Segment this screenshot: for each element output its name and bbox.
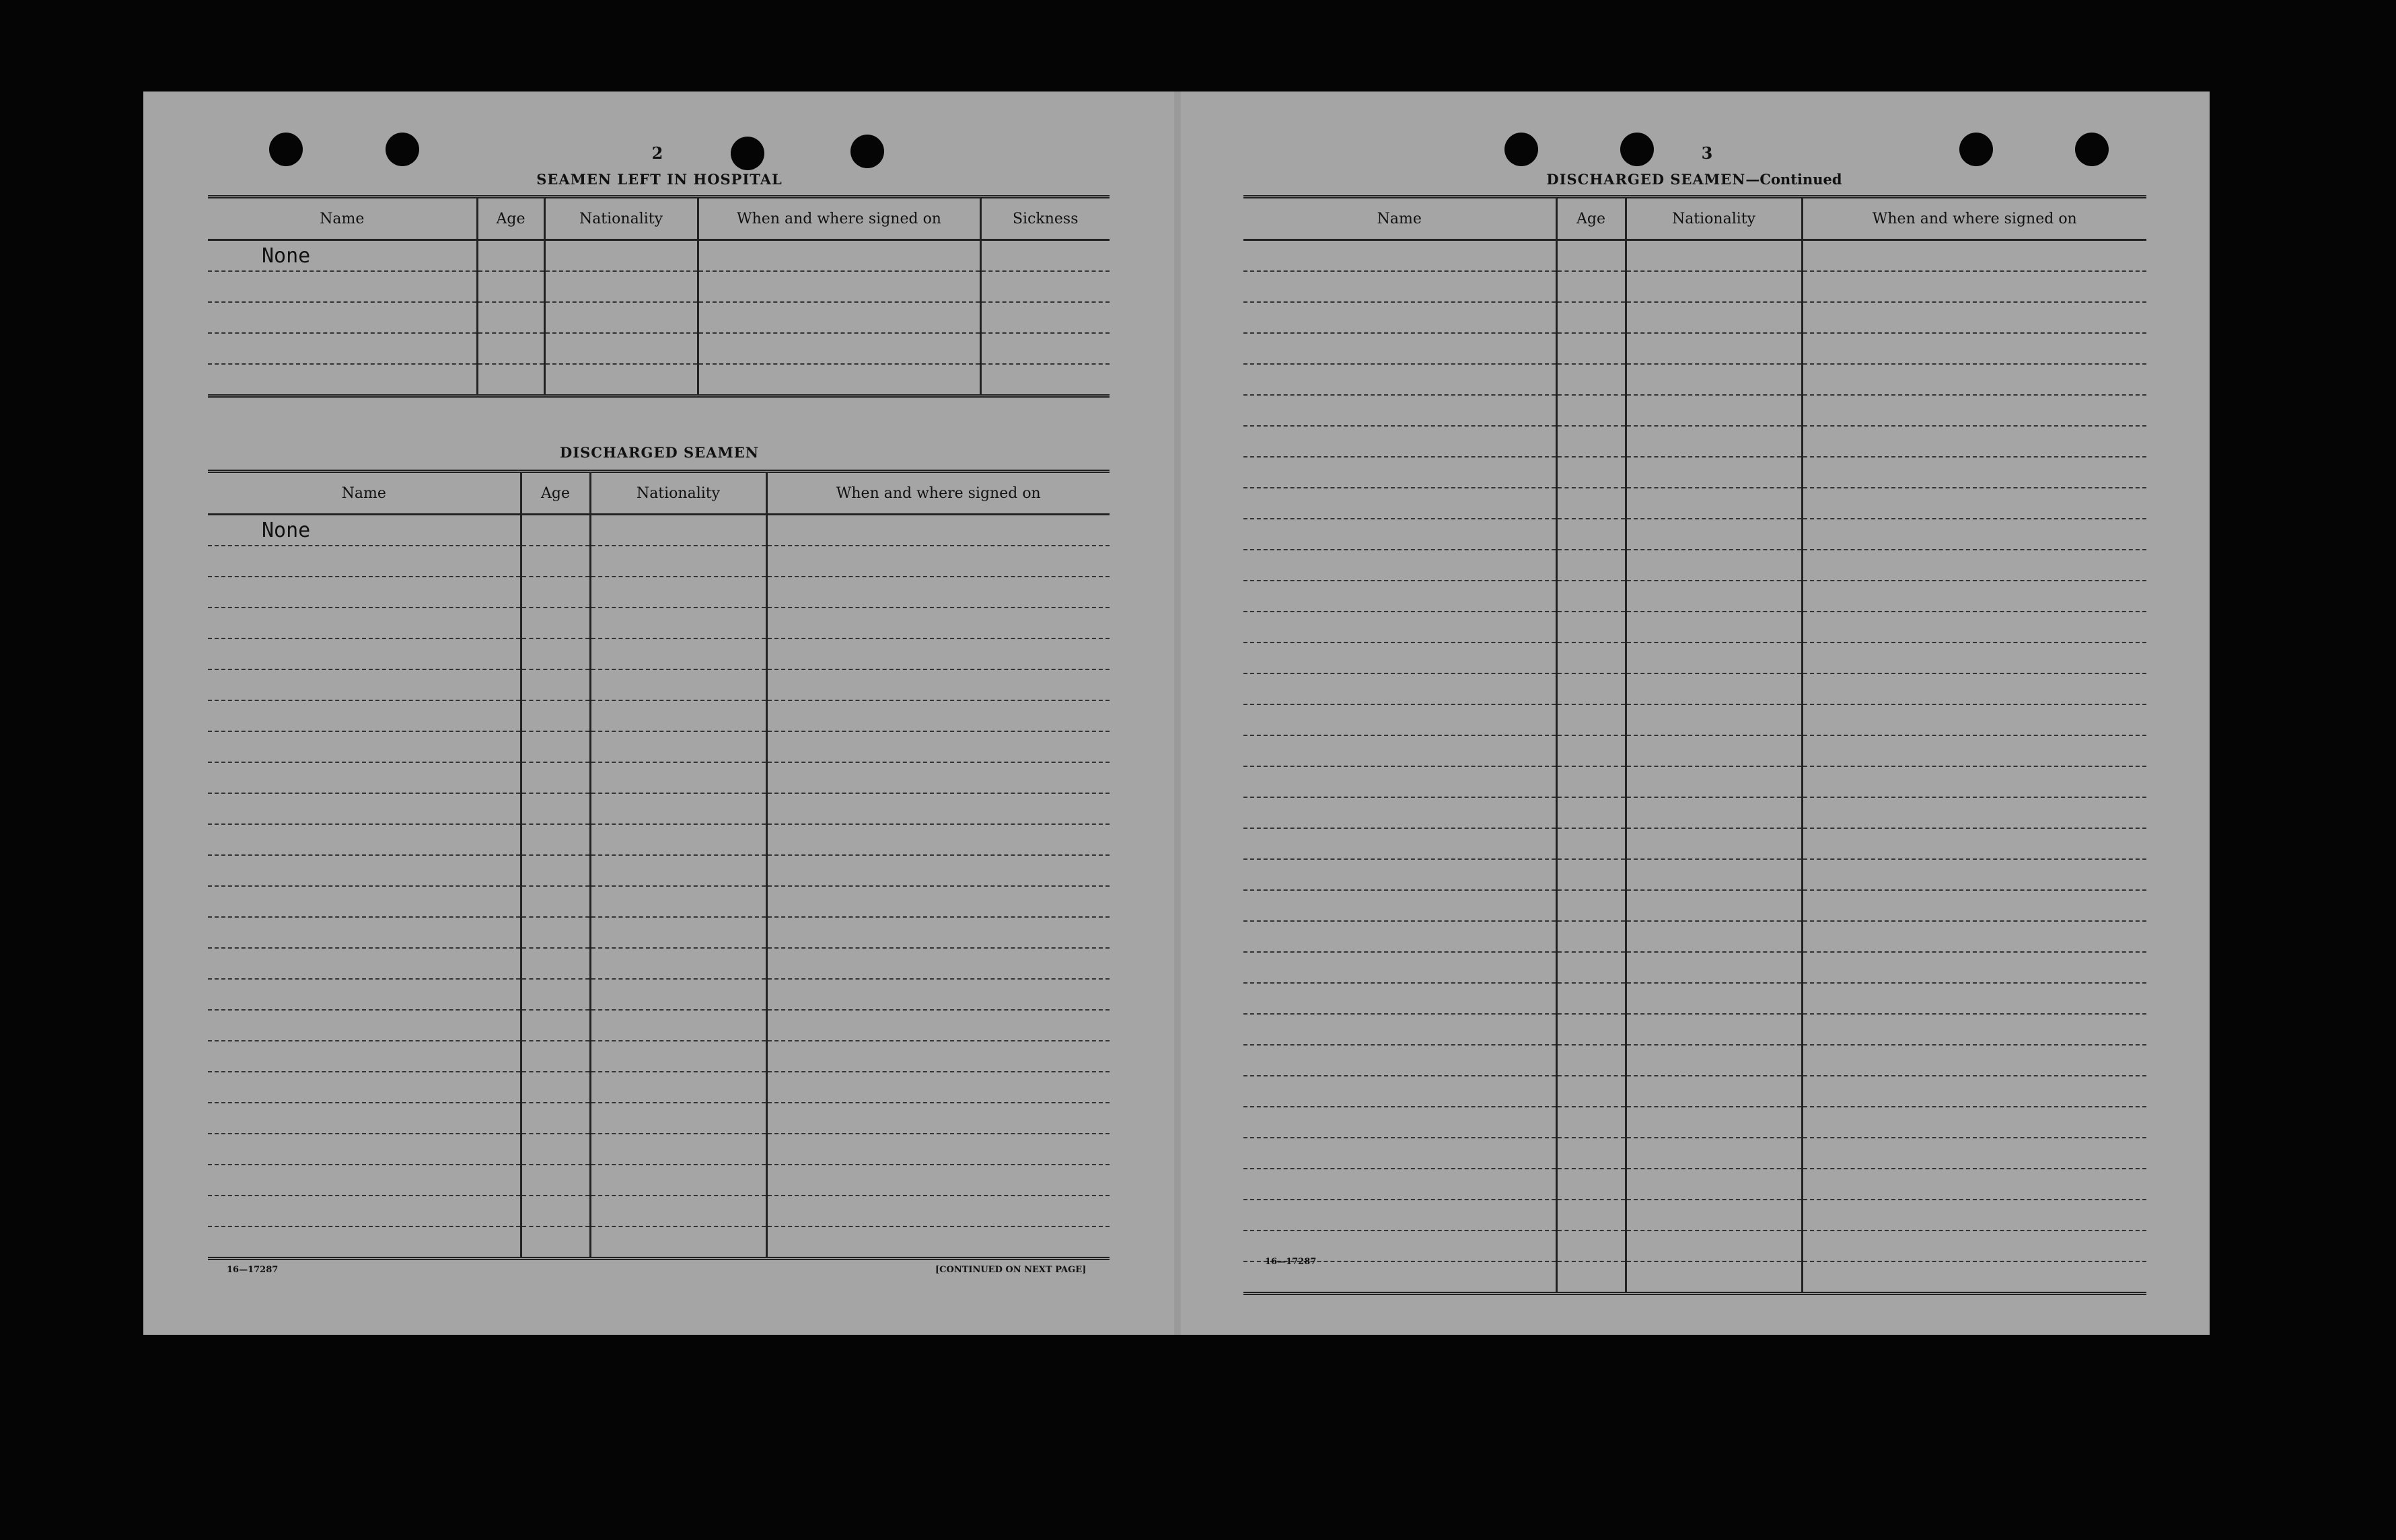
table-row [1243,302,2146,333]
table-row [208,948,1110,979]
table-row [1243,240,2146,272]
punch-hole [269,133,303,166]
table-row [1243,1014,2146,1045]
table-row [208,608,1110,638]
table-row [208,669,1110,700]
table-row [1243,735,2146,766]
table-row [1243,550,2146,581]
table-row [1243,921,2146,952]
table-row [1243,395,2146,426]
table-row [208,824,1110,855]
discharged-table-left [208,470,1110,1260]
table-row [208,271,1110,302]
table-row [1243,457,2146,488]
punch-hole [2075,133,2109,166]
punch-hole [1620,133,1654,166]
table-row [208,333,1110,364]
table-row [208,979,1110,1010]
table-row [1243,952,2146,983]
column-header-age: Age [521,472,590,515]
table-row [208,240,1110,272]
form-number-left: 16—17287 [227,1265,279,1275]
table-row [1243,1076,2146,1107]
form-number-right: 16—17287 [1265,1257,1317,1267]
table-row [208,855,1110,886]
table-row [208,1196,1110,1226]
table-row [1243,581,2146,612]
table-row [1243,333,2146,364]
column-header-nationality: Nationality [1626,197,1802,240]
title-main: DISCHARGED SEAMEN [1546,171,1746,188]
table-row [208,577,1110,608]
table-row [1243,426,2146,457]
table-row [1243,1200,2146,1231]
table-row [1243,612,2146,643]
table-row [1243,1261,2146,1294]
table-row [1243,890,2146,921]
table-row [1243,1231,2146,1261]
table-row [1243,271,2146,302]
column-header-age: Age [1556,197,1626,240]
column-header-name: Name [1243,197,1556,240]
hospital-section-title: SEAMEN LEFT IN HOSPITAL [536,171,783,188]
table-row [1243,704,2146,735]
table-row [208,515,1110,546]
column-header-nationality: Nationality [590,472,766,515]
column-header-age: Age [477,197,544,240]
column-header-signed-on: When and where signed on [1802,197,2146,240]
discharged-table-right [1243,195,2146,1295]
table-row [1243,1045,2146,1076]
name-cell: None [208,515,521,546]
table-row [1243,673,2146,704]
table-row [208,546,1110,577]
column-header-signed-on: When and where signed on [766,472,1110,515]
table-row [1243,1169,2146,1200]
title-suffix: —Continued [1745,171,1842,188]
punch-hole [386,133,419,166]
column-header-signed-on: When and where signed on [698,197,980,240]
table-row [1243,983,2146,1014]
table-row [208,1072,1110,1103]
page-number-right: 3 [1701,143,1713,163]
continued-note: [CONTINUED ON NEXT PAGE] [935,1265,1087,1275]
column-header-name: Name [208,197,477,240]
page-fold [1174,91,1181,1335]
column-header-name: Name [208,472,521,515]
table-row [1243,364,2146,395]
table-row [208,364,1110,396]
table-row [1243,1138,2146,1169]
page-number-left: 2 [651,143,663,163]
hospital-table [208,195,1110,398]
table-row [208,638,1110,669]
table-row [1243,766,2146,797]
column-header-nationality: Nationality [544,197,698,240]
table-row [208,1134,1110,1165]
table-row [208,1165,1110,1196]
punch-hole [1959,133,1993,166]
table-row [1243,643,2146,673]
table-row [208,793,1110,824]
discharged-table-right-body [1243,240,2146,1294]
table-row [208,1041,1110,1072]
hospital-table-body [208,240,1110,396]
table-row [1243,488,2146,519]
table-row [208,731,1110,762]
table-row [208,917,1110,948]
table-row [208,1103,1110,1134]
discharged-continued-title [1243,171,2145,188]
table-row [1243,797,2146,828]
discharged-table-left-body [208,515,1110,1259]
table-row [208,700,1110,731]
table-row [208,1010,1110,1041]
name-cell: None [208,240,477,272]
discharged-section-title: DISCHARGED SEAMEN [560,444,759,461]
table-row [208,1226,1110,1259]
punch-hole [1504,133,1538,166]
table-row [1243,859,2146,890]
punch-hole [731,137,764,170]
table-row [208,886,1110,917]
column-header-sickness: Sickness [980,197,1110,240]
punch-hole [850,135,884,168]
table-row [1243,519,2146,550]
table-row [1243,1107,2146,1138]
table-row [208,302,1110,333]
table-row [208,762,1110,793]
table-row [1243,828,2146,859]
